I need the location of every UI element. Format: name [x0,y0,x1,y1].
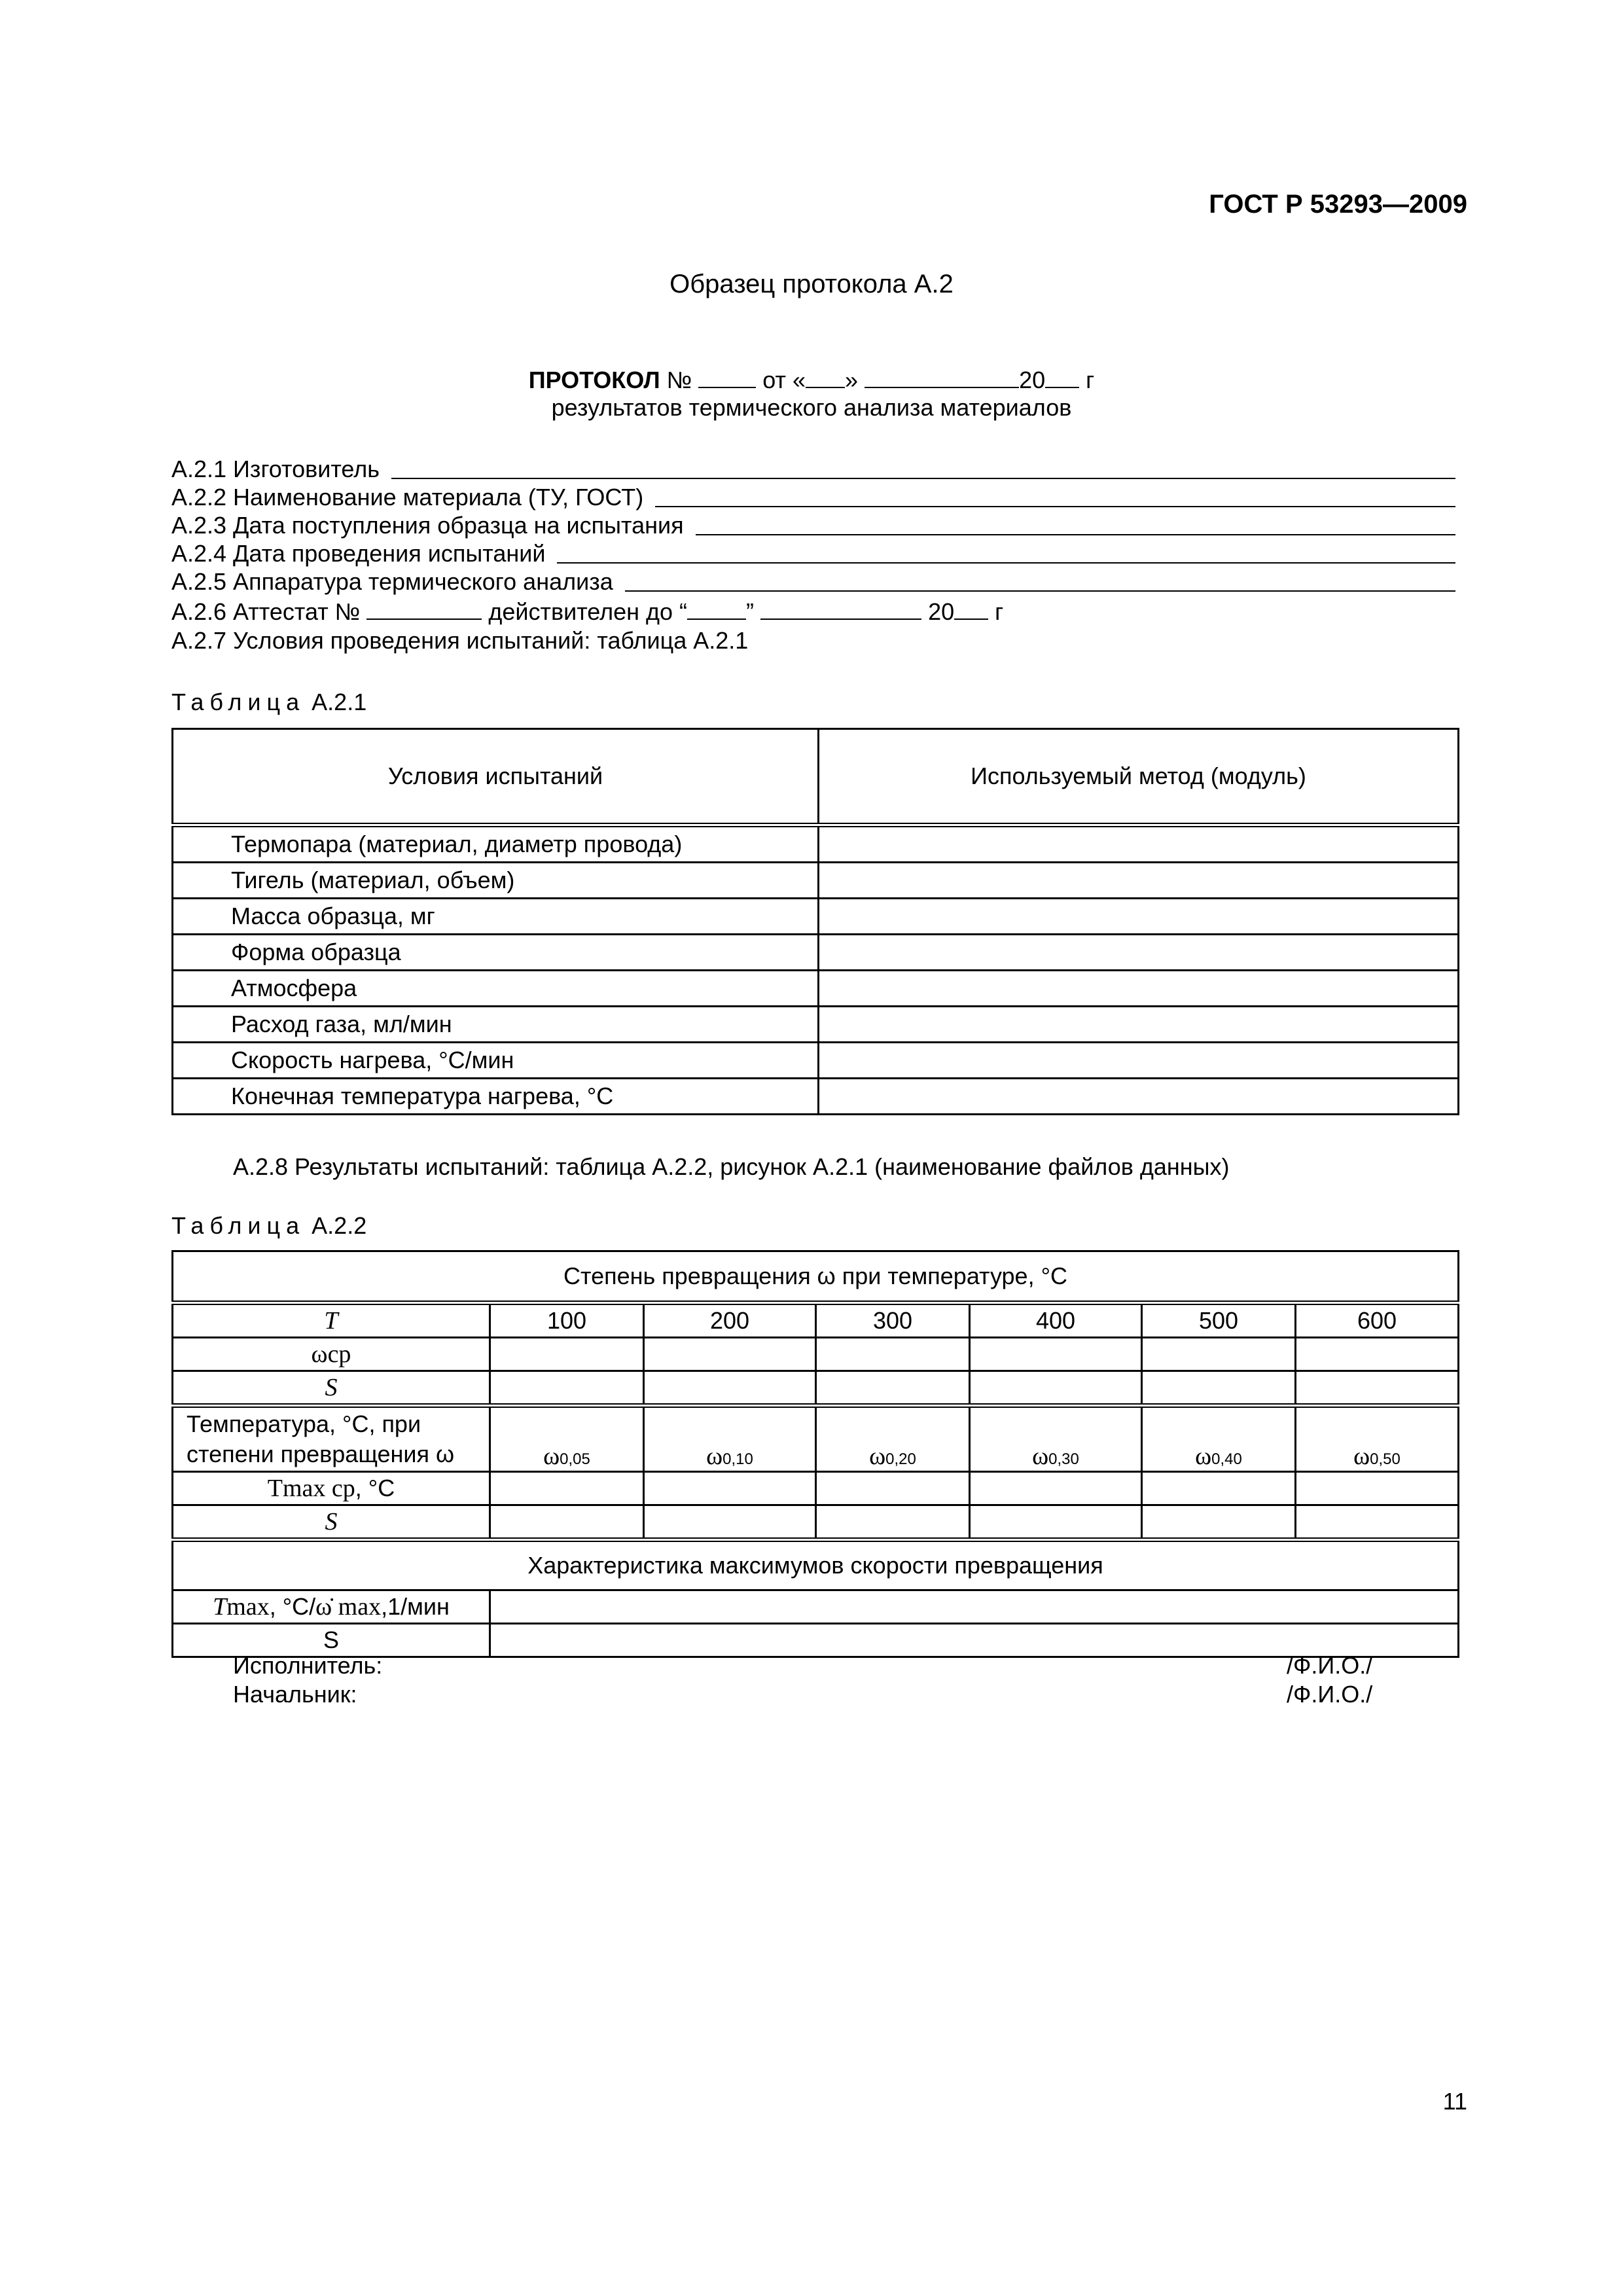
conv-temp-line2: степени превращения ω [187,1441,455,1467]
s-symbol: S [325,1374,338,1401]
omega-sub: 0,10 [722,1450,753,1468]
row-value-cell[interactable] [819,935,1459,971]
omega-sub: 0,30 [1048,1450,1079,1468]
omega-cell [816,1406,970,1472]
omega-sub: 0,40 [1211,1450,1242,1468]
s-symbol: S [325,1508,338,1535]
caption-id: А.2.2 [312,1212,367,1239]
table-row [173,1043,1459,1079]
value-cell[interactable] [1142,1371,1296,1406]
value-cell[interactable] [1296,1338,1459,1371]
t-symbol: T [213,1593,227,1621]
temp-cell: 500 [1142,1303,1296,1338]
valid-day-blank[interactable] [687,599,746,620]
rate-unit: ,1/мин [381,1593,450,1620]
value-cell[interactable] [644,1472,816,1505]
omega-cell [1296,1406,1459,1472]
value-cell[interactable] [644,1371,816,1406]
omega-cell [970,1406,1142,1472]
value-cell[interactable] [816,1338,970,1371]
table-title-row [173,1251,1459,1303]
value-cell[interactable] [644,1338,816,1371]
temp-cell: 400 [970,1303,1142,1338]
temp-cell: 600 [1296,1303,1459,1338]
value-cell[interactable] [970,1371,1142,1406]
omega-sub: ср [327,1340,351,1368]
omega-cell [490,1406,644,1472]
tmax-avg-label [173,1472,490,1505]
attestat-year-prefix: 20 [928,598,955,625]
protocol-title [0,367,1623,394]
conditions-line: А.2.7 Условия проведения испытаний: таблица А.2.1 [171,627,749,654]
omega-symbol: ω [706,1443,723,1470]
number-sign: № [666,367,692,393]
table-header-row [173,729,1459,825]
t-label [173,1303,490,1338]
tmax-label [173,1590,490,1624]
field-receipt-date[interactable] [171,511,1455,539]
table-row [173,825,1459,863]
t-symbol: T [324,1307,338,1335]
protocol-number-blank[interactable] [698,367,756,388]
omega-symbol: ω [1195,1443,1212,1470]
s-label [173,1505,490,1540]
executor-fio: /Ф.И.О./ [1287,1652,1373,1679]
table-row [173,935,1459,971]
attestat-label: А.2.6 Аттестат № [171,598,361,625]
month-blank[interactable] [865,367,1019,388]
field-label: А.2.3 Дата поступления образца на испытания [171,512,684,539]
conv-temp-label [173,1406,490,1472]
year-suffix: г [1086,367,1095,393]
row-value-cell[interactable] [819,1079,1459,1115]
page-number: 11 [1442,2088,1467,2115]
results-table [171,1250,1459,1658]
row-value-cell[interactable] [819,899,1459,935]
omega-sub: 0,50 [1370,1450,1400,1468]
table-row [173,1079,1459,1115]
omega-sub: 0,20 [885,1450,916,1468]
omega-max-sub: max [332,1593,382,1621]
omega-dot-symbol: ω̇ [315,1593,332,1621]
field-manufacturer[interactable] [171,454,1455,483]
value-cell[interactable] [970,1505,1142,1540]
table1-caption [171,689,366,716]
field-label: А.2.2 Наименование материала (ТУ, ГОСТ) [171,484,644,511]
row-label: Тигель (материал, объем) [173,863,819,899]
protocol-subtitle: результатов термического анализа материалов [551,394,1072,421]
row-label: Скорость нагрева, °С/мин [173,1043,819,1079]
omega-symbol: ω [1032,1443,1049,1470]
attestat-year-suffix: г [995,598,1004,625]
conditions-table [171,728,1459,1115]
max-title-row [173,1540,1459,1590]
value-cell[interactable] [816,1472,970,1505]
caption-word: Таблица [171,1212,306,1239]
chief-label: Начальник: [233,1681,357,1708]
row-label: Расход газа, мл/мин [173,1007,819,1043]
temp-cell: 100 [490,1303,644,1338]
tmax-sub: max ср [283,1475,355,1502]
tmax-mid: , °С/ [269,1593,316,1620]
conv-temp-line1: Температура, °С, при [187,1410,421,1437]
valid-until-label: действителен до “ [488,598,688,625]
value-cell[interactable] [1142,1505,1296,1540]
quote-close: » [845,367,859,393]
header-method: Используемый метод (модуль) [819,729,1459,825]
year-blank[interactable] [1045,367,1079,388]
t-symbol: T [267,1475,283,1502]
table-row [173,899,1459,935]
field-apparatus[interactable] [171,567,1455,596]
header-conditions: Условия испытаний [173,729,819,825]
valid-year-blank[interactable] [954,599,988,620]
value-cell[interactable] [970,1472,1142,1505]
temp-cell: 300 [816,1303,970,1338]
s-symbol: S [323,1626,339,1653]
field-label: А.2.1 Изготовитель [171,456,380,482]
value-cell[interactable] [970,1338,1142,1371]
temps-row [173,1303,1459,1338]
year-prefix: 20 [1019,367,1046,393]
value-cell[interactable] [490,1338,644,1371]
value-cell[interactable] [490,1505,644,1540]
attestat-quote-close: ” [746,598,755,625]
attestat-number-blank[interactable] [366,599,482,620]
value-cell[interactable] [490,1590,1459,1624]
table-row [173,863,1459,899]
results-line: А.2.8 Результаты испытаний: таблица А.2.2, рисунок А.2.1 (наименование файлов данных) [233,1153,1230,1180]
s-row [173,1505,1459,1540]
max-title: Характеристика максимумов скорости превращения [173,1540,1459,1590]
row-label: Атмосфера [173,971,819,1007]
omega-cell [1142,1406,1296,1472]
executor-label: Исполнитель: [233,1652,383,1679]
tmax-sub: max [226,1593,270,1621]
value-cell[interactable] [816,1371,970,1406]
protocol-word: ПРОТОКОЛ [528,367,660,393]
omega-avg-row [173,1338,1459,1371]
field-label: А.2.4 Дата проведения испытаний [171,540,546,567]
tmax-avg-row [173,1472,1459,1505]
value-cell[interactable] [1296,1371,1459,1406]
field-label: А.2.5 Аппаратура термического анализа [171,568,613,595]
field-blank[interactable] [625,589,1455,592]
caption-word: Таблица [171,689,306,715]
from-label: от « [762,367,806,393]
omega-cell [644,1406,816,1472]
value-cell[interactable] [1296,1472,1459,1505]
field-blank[interactable] [655,505,1455,507]
row-value-cell[interactable] [819,1007,1459,1043]
value-cell[interactable] [1296,1505,1459,1540]
s-label [173,1371,490,1406]
field-blank[interactable] [391,476,1455,479]
doc-number: ГОСТ Р 53293—2009 [1209,190,1467,219]
row-value-cell[interactable] [819,825,1459,863]
omega-avg-label [173,1338,490,1371]
valid-month-blank[interactable] [760,599,921,620]
table-row [173,1007,1459,1043]
field-blank[interactable] [557,561,1455,564]
tmax-row [173,1590,1459,1624]
value-cell[interactable] [816,1505,970,1540]
value-cell[interactable] [644,1505,816,1540]
row-value-cell[interactable] [819,863,1459,899]
field-blank[interactable] [696,533,1455,535]
field-attestat [171,598,1003,626]
value-cell[interactable] [1142,1472,1296,1505]
row-value-cell[interactable] [819,1043,1459,1079]
field-material-name[interactable] [171,482,1455,511]
table-row [173,971,1459,1007]
field-test-date[interactable] [171,539,1455,567]
omega-symbol: ω [311,1340,328,1368]
row-value-cell[interactable] [819,971,1459,1007]
chief-fio: /Ф.И.О./ [1287,1681,1373,1708]
row-label: Масса образца, мг [173,899,819,935]
row-label: Конечная температура нагрева, °С [173,1079,819,1115]
value-cell[interactable] [490,1472,644,1505]
tmax-unit: , °С [355,1475,395,1501]
conv-temp-row [173,1406,1459,1472]
omega-sub: 0,05 [560,1450,590,1468]
sample-title: Образец протокола А.2 [669,270,954,298]
temp-cell: 200 [644,1303,816,1338]
omega-symbol: ω [543,1443,560,1470]
row-label: Форма образца [173,935,819,971]
table2-caption [171,1212,366,1240]
row-label: Термопара (материал, диаметр провода) [173,825,819,863]
value-cell[interactable] [490,1371,644,1406]
omega-symbol: ω [1353,1443,1370,1470]
conversion-title: Степень превращения ω при температуре, °С [173,1251,1459,1303]
s-row [173,1371,1459,1406]
day-blank[interactable] [806,367,845,388]
value-cell[interactable] [1142,1338,1296,1371]
caption-id: А.2.1 [312,689,367,715]
omega-symbol: ω [869,1443,886,1470]
